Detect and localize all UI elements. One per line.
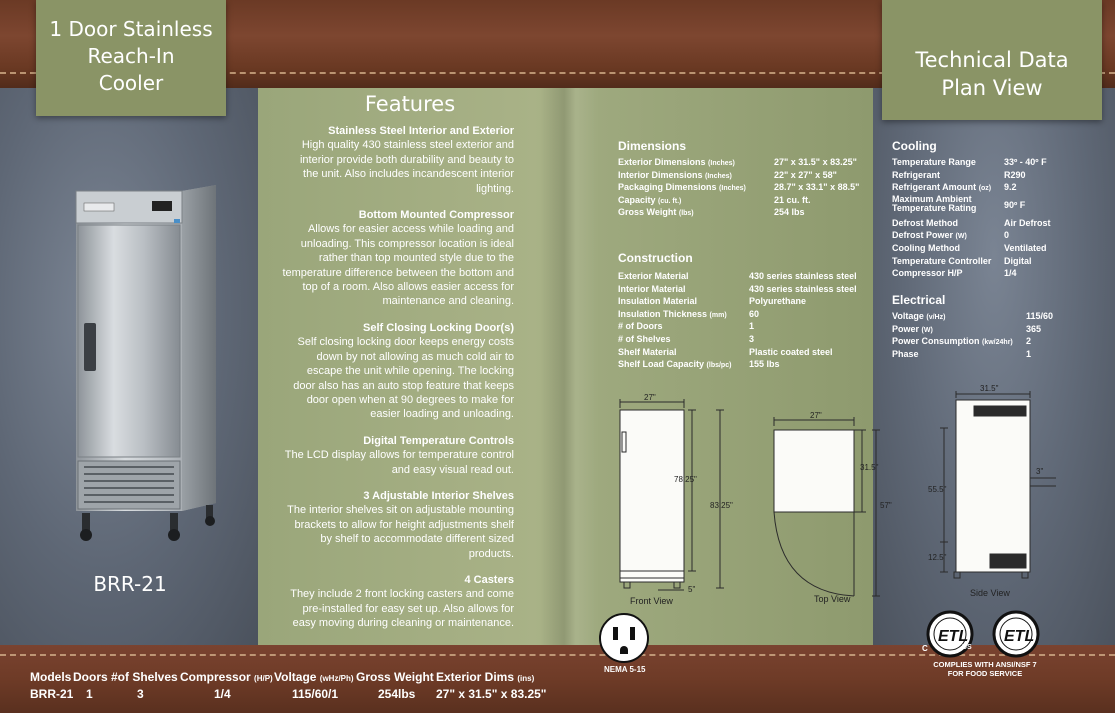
spec-unit: (oz) bbox=[978, 185, 992, 193]
spec-row bbox=[892, 256, 1102, 269]
spec-value: 9.2 bbox=[1004, 182, 1017, 193]
spec-value: 33º - 40º F bbox=[1004, 157, 1047, 167]
spec-unit: (W) bbox=[955, 233, 967, 241]
spec-value: 1 bbox=[749, 321, 755, 332]
spec-value: 254 lbs bbox=[774, 207, 805, 218]
summary-value: 115/60/1 bbox=[292, 687, 339, 701]
spec-value: 60 bbox=[749, 308, 760, 319]
feature-item bbox=[282, 124, 514, 196]
spec-row bbox=[618, 195, 868, 208]
dimensions-table bbox=[618, 157, 868, 220]
spec-label: Temperature Controller bbox=[892, 255, 992, 266]
spec-value: 22" x 27" x 58" bbox=[774, 169, 837, 180]
spec-unit: (kw/24hr) bbox=[982, 339, 1013, 347]
spec-row bbox=[618, 170, 868, 183]
spec-value: Ventilated bbox=[1004, 242, 1047, 253]
plan-view-drawings bbox=[598, 382, 1108, 612]
spec-label: Power Consumption (kw/24hr) bbox=[892, 336, 1013, 347]
summary-value: 3 bbox=[137, 687, 144, 701]
spec-row bbox=[892, 336, 1102, 349]
feature-text: Self closing locking door keeps energy costs down by not allowing as much cold air to escape the unit while opening. The locking door also has an auto stop feature that keeps door open when at 90 degrees to make for easier loading and unloading. bbox=[293, 336, 514, 421]
technical-title-box bbox=[882, 0, 1102, 120]
spec-label: Gross Weight (lbs) bbox=[618, 207, 694, 218]
summary-header: Gross Weight bbox=[356, 670, 434, 684]
spec-value: Digital bbox=[1004, 255, 1032, 266]
summary-value: 1 bbox=[86, 687, 93, 701]
cert-c-label: C bbox=[922, 644, 928, 653]
front-width-label: 27" bbox=[644, 393, 656, 402]
spec-label: Cooling Method bbox=[892, 242, 960, 253]
spec-row bbox=[892, 218, 1102, 231]
front-view-label: Front View bbox=[630, 596, 673, 606]
spec-label: Interior Dimensions (Inches) bbox=[618, 169, 732, 180]
spec-row bbox=[892, 324, 1102, 337]
feature-heading: 3 Adjustable Interior Shelves bbox=[363, 489, 514, 502]
construction-table bbox=[618, 271, 868, 372]
nema-outlet-icon bbox=[598, 612, 650, 664]
spec-value: R290 bbox=[1004, 169, 1026, 180]
spec-label: Defrost Power (W) bbox=[892, 230, 967, 241]
spec-unit: (mm) bbox=[709, 311, 727, 319]
side-clearance-label: 3" bbox=[1036, 467, 1044, 476]
technical-title-line: Technical Data bbox=[915, 48, 1069, 72]
technical-title-line: Plan View bbox=[941, 76, 1043, 100]
spec-value: 0 bbox=[1004, 230, 1010, 241]
cert-us-label: US bbox=[962, 644, 972, 651]
spec-row bbox=[892, 195, 1102, 218]
svg-text:ETL: ETL bbox=[1004, 628, 1035, 645]
side-view-label: Side View bbox=[970, 588, 1010, 598]
spec-row bbox=[618, 321, 868, 334]
feature-item bbox=[282, 489, 514, 561]
side-depth-label: 31.5" bbox=[980, 384, 999, 393]
spec-row bbox=[892, 170, 1102, 183]
summary-value: BRR-21 bbox=[30, 687, 74, 701]
spec-row bbox=[618, 347, 868, 360]
spec-row bbox=[618, 284, 868, 297]
spec-value: 90º F bbox=[1004, 199, 1026, 210]
product-title-line: Reach-In bbox=[87, 44, 175, 68]
feature-heading: Digital Temperature Controls bbox=[363, 434, 514, 447]
front-total-height-label: 83.25" bbox=[710, 501, 733, 510]
electrical-table bbox=[892, 311, 1102, 361]
spec-label: Phase bbox=[892, 348, 919, 359]
spec-unit: (Inches) bbox=[708, 160, 735, 167]
features-title: Features bbox=[364, 92, 456, 116]
product-title-line: 1 Door Stainless bbox=[49, 17, 213, 41]
summary-value: 1/4 bbox=[214, 687, 231, 701]
feature-text: The interior shelves sit on adjustable mounting brackets to allow for height adjustments shelf by shelf to accommodate different sized products. bbox=[287, 504, 514, 560]
spec-row bbox=[618, 309, 868, 322]
spec-value: 3 bbox=[749, 333, 755, 344]
spec-label: Refrigerant bbox=[892, 169, 941, 180]
spec-value: 1 bbox=[1026, 348, 1032, 359]
spec-label: Exterior Material bbox=[618, 271, 689, 281]
spec-value: Plastic coated steel bbox=[749, 346, 833, 357]
spec-row bbox=[892, 268, 1102, 281]
spec-label: Maximum Ambient Temperature Rating bbox=[892, 193, 977, 214]
summary-header: Models bbox=[30, 670, 72, 684]
spec-value: 365 bbox=[1026, 323, 1042, 334]
feature-text: Allows for easier access while loading and unloading. This compressor location is ideal rather than top mounted style due to the temperature difference between the bottom and top of a room. Also allows easier access for maintenance and cleaning. bbox=[282, 223, 514, 308]
spec-value: 155 lbs bbox=[749, 359, 780, 370]
compliance-line: COMPLIES WITH ANSI/NSF 7 bbox=[933, 660, 1037, 669]
top-view-label: Top View bbox=[814, 594, 851, 604]
spec-label: # of Shelves bbox=[618, 333, 671, 344]
spec-value: 1/4 bbox=[1004, 268, 1017, 279]
spec-value: Air Defrost bbox=[1004, 217, 1051, 228]
spec-unit: (cu. ft.) bbox=[658, 197, 682, 205]
cooling-table bbox=[892, 157, 1102, 281]
summary-header-row bbox=[30, 670, 550, 687]
spec-value: 115/60 bbox=[1026, 311, 1054, 321]
spec-label: Power (W) bbox=[892, 323, 933, 334]
outlet-icon bbox=[598, 612, 650, 664]
spec-label: Interior Material bbox=[618, 283, 686, 294]
spec-value: Polyurethane bbox=[749, 296, 807, 307]
spec-unit: (v/Hz) bbox=[926, 314, 946, 321]
spec-label: Compressor H/P bbox=[892, 268, 963, 279]
spec-label: Defrost Method bbox=[892, 217, 958, 228]
plan-view-svg bbox=[598, 382, 1108, 612]
spec-label: # of Doors bbox=[618, 321, 663, 332]
feature-item bbox=[282, 208, 514, 309]
summary-value-row bbox=[30, 687, 550, 704]
spec-row bbox=[892, 349, 1102, 362]
spec-row bbox=[892, 311, 1102, 324]
spec-value: 27" x 31.5" x 83.25" bbox=[774, 157, 857, 167]
spec-label: Voltage (v/Hz) bbox=[892, 311, 946, 321]
front-view-drawing bbox=[620, 399, 724, 590]
side-base-label: 12.5" bbox=[928, 553, 947, 562]
spec-value: 21 cu. ft. bbox=[774, 194, 811, 205]
features-list bbox=[282, 124, 514, 643]
spec-unit: (Inches) bbox=[705, 172, 732, 180]
product-title-box bbox=[36, 0, 226, 116]
spec-unit: (Inches) bbox=[719, 185, 746, 193]
feature-item bbox=[282, 321, 514, 422]
feature-text: The LCD display allows for temperature control and easy visual read out. bbox=[284, 449, 514, 476]
spec-row bbox=[618, 296, 868, 309]
summary-header: Doors bbox=[73, 670, 108, 684]
cooler-illustration bbox=[70, 183, 220, 545]
model-label: BRR-21 bbox=[93, 572, 167, 596]
side-height-label: 55.5" bbox=[928, 485, 947, 494]
svg-text:ETL: ETL bbox=[938, 628, 969, 645]
compliance-line: FOR FOOD SERVICE bbox=[947, 669, 1023, 678]
spec-value: 430 series stainless steel bbox=[749, 283, 857, 294]
top-swing-label: 57" bbox=[880, 501, 892, 510]
spec-value: 2 bbox=[1026, 336, 1032, 347]
electrical-title: Electrical bbox=[892, 293, 946, 307]
spec-unit: (W) bbox=[921, 326, 933, 334]
spec-label: Shelf Load Capacity (lbs/pc) bbox=[618, 359, 732, 370]
construction-title: Construction bbox=[618, 251, 693, 265]
nsf-compliance-note bbox=[912, 660, 1058, 678]
summary-header: Voltage (wHz/Ph) bbox=[274, 670, 354, 684]
top-view-drawing bbox=[774, 417, 880, 596]
feature-item bbox=[282, 434, 514, 477]
summary-header: Exterior Dims (ins) bbox=[436, 670, 535, 684]
spec-row bbox=[618, 359, 868, 372]
spec-label: Packaging Dimensions (Inches) bbox=[618, 182, 746, 193]
spec-label: Exterior Dimensions (Inches) bbox=[618, 157, 735, 167]
spec-unit: (lbs) bbox=[678, 210, 694, 218]
spec-label: Refrigerant Amount (oz) bbox=[892, 182, 992, 193]
spec-label: Capacity (cu. ft.) bbox=[618, 194, 682, 205]
summary-header: Compressor (H/P) bbox=[180, 670, 273, 684]
spec-row bbox=[618, 182, 868, 195]
spec-label: Shelf Material bbox=[618, 346, 677, 357]
front-inner-height-label: 78.25" bbox=[674, 475, 697, 484]
spec-value: 28.7" x 33.1" x 88.5" bbox=[774, 182, 860, 193]
spec-unit: (lbs/pc) bbox=[706, 362, 732, 370]
nema-label: NEMA 5-15 bbox=[604, 665, 646, 674]
spec-label: Temperature Range bbox=[892, 157, 976, 167]
spec-label: Insulation Thickness (mm) bbox=[618, 308, 727, 319]
feature-heading: Stainless Steel Interior and Exterior bbox=[328, 125, 514, 137]
model-summary-table bbox=[30, 670, 550, 704]
spec-row bbox=[618, 271, 868, 284]
summary-value: 254lbs bbox=[378, 687, 416, 701]
feature-text: High quality 430 stainless steel exterior and interior provide both durability and beauty to the unit. Also includes incandescent interior lighting. bbox=[299, 139, 514, 195]
spec-row bbox=[618, 207, 868, 220]
spec-value: 430 series stainless steel bbox=[749, 271, 857, 281]
summary-value: 27" x 31.5" x 83.25" bbox=[436, 687, 547, 701]
spec-row bbox=[618, 157, 868, 170]
spec-row bbox=[618, 334, 868, 347]
product-title-line: Cooler bbox=[98, 71, 164, 95]
spec-label: Insulation Material bbox=[618, 296, 698, 307]
cooling-title: Cooling bbox=[892, 139, 937, 153]
front-base-label: 5" bbox=[688, 585, 696, 594]
side-view-drawing bbox=[940, 391, 1056, 578]
feature-text: They include 2 front locking casters and come pre-installed for easy set up. Also allows for easy moving during cleaning or maintenance. bbox=[290, 588, 514, 630]
spec-row bbox=[892, 230, 1102, 243]
top-width-label: 27" bbox=[810, 411, 822, 420]
top-depth-label: 31.5" bbox=[860, 463, 879, 472]
dimensions-title: Dimensions bbox=[618, 139, 687, 153]
spec-row bbox=[892, 157, 1102, 170]
summary-header: #of Shelves bbox=[111, 670, 178, 684]
cooler-product-image bbox=[70, 183, 220, 545]
feature-heading: Self Closing Locking Door(s) bbox=[363, 321, 514, 334]
spec-row bbox=[892, 243, 1102, 256]
page-fold-shadow bbox=[540, 88, 600, 645]
feature-heading: 4 Casters bbox=[464, 573, 514, 586]
feature-item bbox=[282, 573, 514, 631]
feature-heading: Bottom Mounted Compressor bbox=[358, 209, 514, 222]
